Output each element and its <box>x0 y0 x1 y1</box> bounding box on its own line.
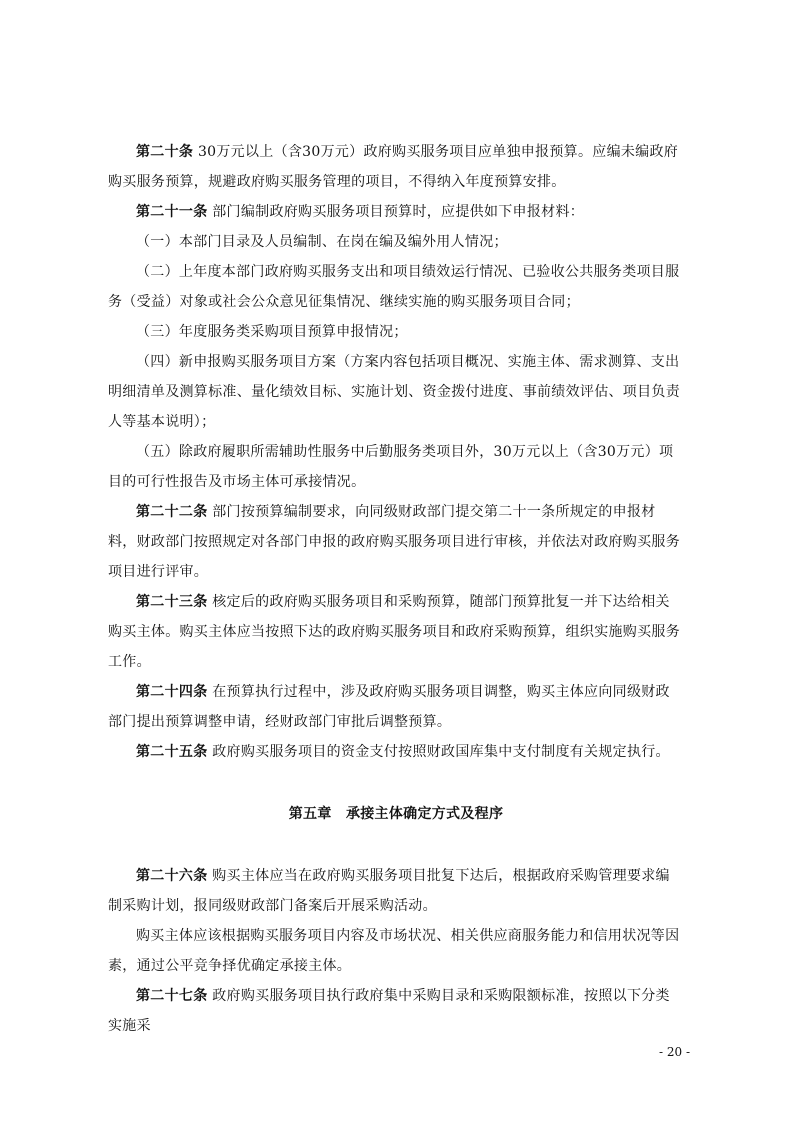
article-number: 第二十三条 <box>136 594 208 610</box>
document-body <box>108 137 684 1041</box>
chapter-heading: 第五章 承接主体确定方式及程序 <box>288 806 504 822</box>
paragraph-text: 核定后的政府购买服务项目和采购预算，随部门预算批复一并下达给相关购买主体。购买主体应当按照下达的政府购买服务项目和政府采购预算，组织实施购买服务工作。 <box>108 594 680 670</box>
article-number: 第二十条 <box>136 144 194 160</box>
article-paragraph <box>108 137 684 197</box>
section-budget-articles <box>108 137 684 767</box>
clause-paragraph <box>108 227 684 257</box>
article-paragraph <box>108 197 684 227</box>
article-number: 第二十四条 <box>136 684 208 700</box>
clause-paragraph <box>108 317 684 347</box>
clause-paragraph <box>108 347 684 437</box>
article-paragraph <box>108 861 684 921</box>
article-paragraph <box>108 981 684 1041</box>
article-number: 第二十七条 <box>136 988 208 1004</box>
article-paragraph <box>108 587 684 677</box>
paragraph-text: 政府购买服务项目执行政府集中采购目录和采购限额标准，按照以下分类实施采 <box>108 988 670 1034</box>
paragraph-text: （一）本部门目录及人员编制、在岗在编及编外用人情况； <box>136 234 508 250</box>
clause-paragraph <box>108 257 684 317</box>
article-number: 第二十二条 <box>136 504 208 520</box>
paragraph-text: （三）年度服务类采购项目预算申报情况； <box>136 324 408 340</box>
article-paragraph <box>108 497 684 587</box>
paragraph-text: （四）新申报购买服务项目方案（方案内容包括项目概况、实施主体、需求测算、支出明细清单及测算标准、量化绩效目标、实施计划、资金拨付进度、事前绩效评估、项目负责人等基本说明）； <box>108 354 680 430</box>
clause-paragraph <box>108 437 684 497</box>
article-number: 第二十一条 <box>136 204 208 220</box>
section-contractor-articles <box>108 861 684 1041</box>
paragraph-text: 政府购买服务项目的资金支付按照财政国库集中支付制度有关规定执行。 <box>207 744 670 760</box>
paragraph-text: 购买主体应该根据购买服务项目内容及市场状况、相关供应商服务能力和信用状况等因素，通过公平竞争择优确定承接主体。 <box>108 928 680 974</box>
paragraph-text: 30万元以上（含30万元）政府购买服务项目应单独申报预算。应编未编政府购买服务预算，规避政府购买服务管理的项目，不得纳入年度预算安排。 <box>108 144 679 190</box>
clause-paragraph <box>108 921 684 981</box>
page-number: - 20 - <box>658 1045 690 1059</box>
article-number: 第二十六条 <box>136 868 208 884</box>
paragraph-text: 部门按预算编制要求，向同级财政部门提交第二十一条所规定的申报材料，财政部门按照规定对各部门申报的政府购买服务项目进行审核，并依法对政府购买服务项目进行评审。 <box>108 504 680 580</box>
article-paragraph <box>108 677 684 737</box>
article-paragraph <box>108 737 684 767</box>
paragraph-text: （五）除政府履职所需辅助性服务中后勤服务类项目外，30万元以上（含30万元）项目的可行性报告及市场主体可承接情况。 <box>108 444 674 490</box>
paragraph-text: 在预算执行过程中，涉及政府购买服务项目调整，购买主体应向同级财政部门提出预算调整申请，经财政部门审批后调整预算。 <box>108 684 670 730</box>
paragraph-text: （二）上年度本部门政府购买服务支出和项目绩效运行情况、已验收公共服务类项目服务（受益）对象或社会公众意见征集情况、继续实施的购买服务项目合同； <box>108 264 680 310</box>
article-number: 第二十五条 <box>136 744 208 760</box>
paragraph-text: 部门编制政府购买服务项目预算时，应提供如下申报材料： <box>207 204 585 220</box>
paragraph-text: 购买主体应当在政府购买服务项目批复下达后，根据政府采购管理要求编制采购计划，报同级财政部门备案后开展采购活动。 <box>108 868 670 914</box>
